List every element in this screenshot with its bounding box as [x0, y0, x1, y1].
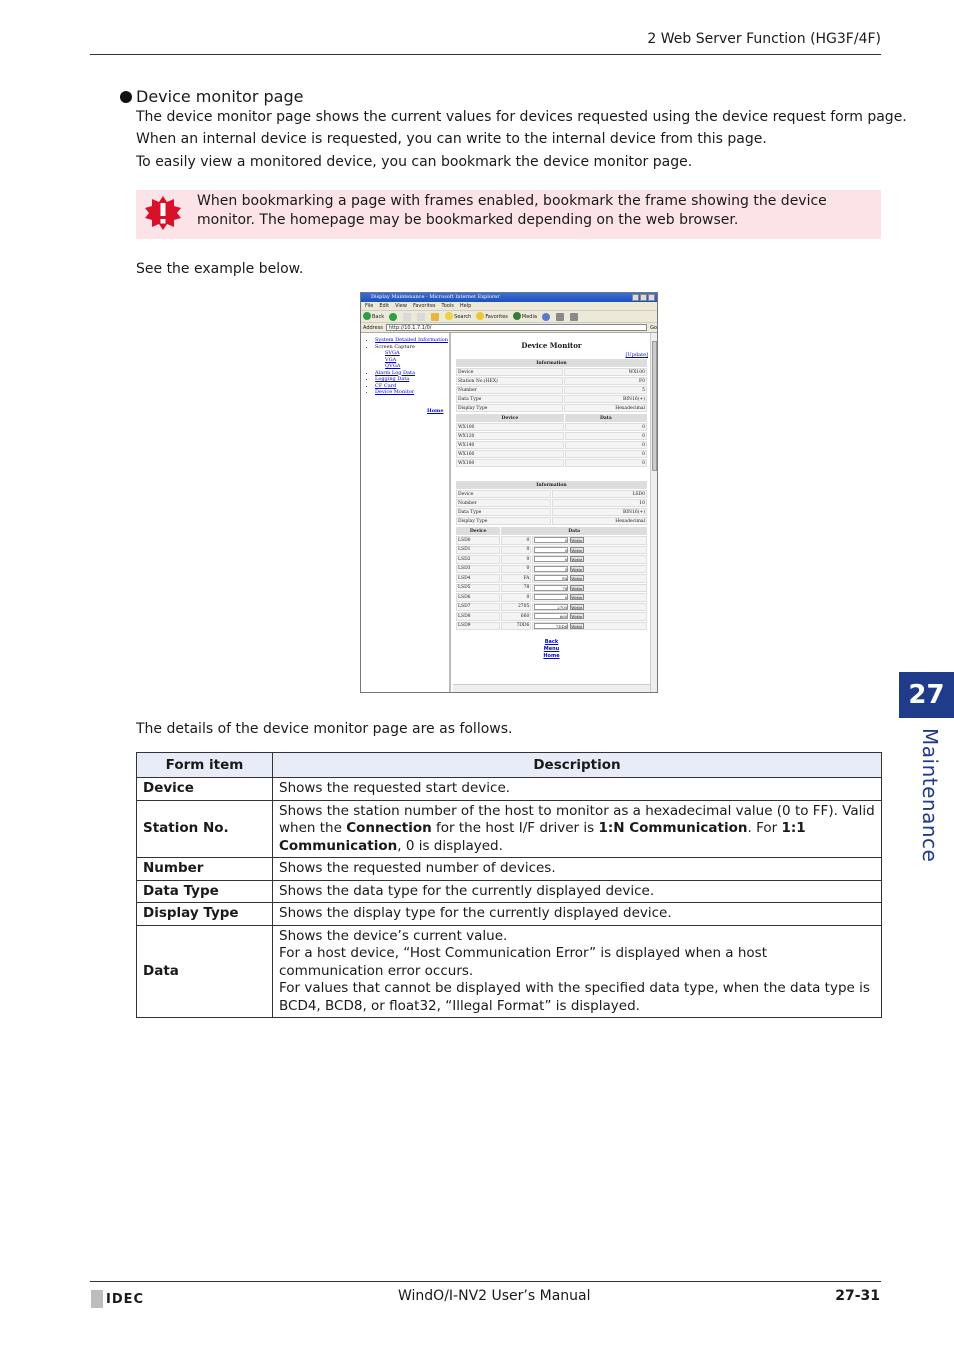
write-cell [532, 536, 647, 545]
table-row [456, 603, 647, 612]
print-icon[interactable] [570, 313, 578, 321]
info-value: F0 [564, 377, 647, 385]
data-cell: 0 [565, 441, 647, 449]
minimize-icon[interactable] [632, 294, 639, 301]
logo-mark [91, 1290, 103, 1308]
section-title [120, 87, 303, 106]
info-row [456, 499, 647, 507]
description-cell: Shows the requested start device. [273, 778, 882, 801]
info-header-row [456, 359, 647, 367]
table-row [456, 584, 647, 593]
browser-titlebar [361, 293, 657, 302]
write-button[interactable]: Write [571, 566, 583, 572]
info-table-1 [455, 358, 648, 413]
search-button[interactable] [445, 311, 471, 323]
description-table [136, 752, 882, 1018]
info-header-row [456, 481, 647, 489]
nav-item-device-monitor[interactable]: • Device Monitor [375, 389, 449, 396]
form-item-cell: Number [137, 858, 273, 881]
write-button[interactable]: Write [571, 595, 583, 600]
write-value-input[interactable]: 78 [534, 585, 568, 591]
description-line: Shows the device’s current value. [279, 927, 508, 944]
write-value-input[interactable]: 0 [534, 594, 568, 600]
info-key: Device [456, 490, 551, 498]
menu-item-edit[interactable]: Edit [379, 303, 390, 309]
form-item-cell: Station No. [137, 800, 273, 858]
info-value: 5 [564, 386, 647, 394]
menu-item-tools[interactable]: Tools [441, 303, 454, 309]
write-cell [532, 593, 647, 602]
nav-item-system-info[interactable]: • System Detailed Information [375, 337, 449, 344]
table-header-row [137, 753, 882, 778]
media-label: Media [521, 313, 537, 320]
info-row [456, 368, 647, 376]
write-cell [532, 603, 647, 612]
write-cell [532, 612, 647, 621]
back-button[interactable] [363, 311, 384, 323]
search-label: Search [454, 313, 472, 320]
mail-icon[interactable] [556, 313, 564, 321]
info-header: Information [456, 481, 647, 489]
device-cell: LSD8 [456, 612, 500, 621]
favorites-label: Favorites [485, 313, 508, 320]
device-cell: LSD1 [456, 546, 500, 555]
paragraph-3: To easily view a monitored device, you can bookmark the device monitor page. [136, 154, 693, 170]
paragraph-1: The device monitor page shows the current values for devices requested using the device request form page. [136, 109, 907, 125]
info-key: Number [456, 499, 551, 507]
table-row [137, 778, 882, 801]
table-row [137, 880, 882, 903]
info-key: Device [456, 368, 563, 376]
table-row [456, 546, 647, 555]
running-header: 2 Web Server Function (HG3F/4F) [647, 31, 881, 47]
refresh-icon[interactable] [417, 313, 425, 321]
bottom-links [455, 639, 648, 660]
table-row [456, 612, 647, 621]
info-row [456, 508, 647, 516]
table-row [456, 622, 647, 631]
write-button[interactable]: Write [571, 623, 583, 629]
nav-item-cf-card[interactable]: • CF Card [375, 383, 449, 390]
table-row [456, 565, 647, 574]
write-cell [532, 584, 647, 593]
nav-home-link[interactable]: Home [427, 408, 444, 414]
write-value-input[interactable]: FA [534, 575, 568, 581]
info-row [456, 517, 647, 525]
bold-term: Connection [346, 820, 432, 836]
info-row [456, 490, 647, 498]
info-key: Station No.(HEX) [456, 377, 563, 385]
horizontal-scrollbar[interactable] [453, 684, 650, 692]
header-form-item: Form item [137, 753, 273, 778]
info-value: Hexadecimal [564, 404, 647, 412]
form-item-cell: Data [137, 925, 273, 1018]
address-label: Address [363, 324, 383, 331]
write-value-input[interactable]: 0 [534, 537, 568, 543]
table-row [456, 555, 647, 564]
menu-item-help[interactable]: Help [459, 303, 472, 309]
table-row [456, 574, 647, 583]
data-table-1 [455, 413, 648, 468]
address-input[interactable]: http://10.1.7.1/0/ [386, 324, 647, 331]
data-cell: 660 [501, 612, 531, 621]
go-button[interactable]: Go [650, 324, 657, 331]
device-cell: LSD6 [456, 593, 500, 602]
media-icon [513, 312, 521, 320]
form-item-cell: Display Type [137, 903, 273, 926]
link-home[interactable]: Home [543, 653, 560, 659]
device-cell: WX180 [456, 459, 564, 467]
home-icon[interactable] [431, 313, 439, 321]
footer-rule [90, 1281, 881, 1282]
col-data: Data [565, 414, 647, 422]
description-cell: Shows the station number of the host to monitor as a hexadecimal value (0 to FF). Valid when the Connection for the host I/F driver is 1:N Communication. For 1:1 Communication, 0 is displayed. [273, 800, 882, 858]
data-cell: FA [501, 574, 531, 583]
menu-item-file[interactable]: File [365, 303, 374, 309]
browser-toolbar [361, 311, 657, 323]
data-cell: 78 [501, 584, 531, 593]
info-row [456, 404, 647, 412]
device-cell: LSD7 [456, 603, 500, 612]
nav-subitem-vga[interactable]: VGA [385, 356, 397, 363]
data-cell: 0 [501, 565, 531, 574]
write-button[interactable]: Write [571, 557, 583, 562]
paragraph-2: When an internal device is requested, you can write to the internal device from this page. [136, 131, 767, 147]
star-icon [476, 312, 484, 320]
write-value-input[interactable]: 660 [534, 613, 568, 619]
browser-screenshot [360, 292, 658, 693]
col-device: Device [456, 414, 564, 422]
info-value: BIN16(+) [552, 508, 647, 516]
menu-item-favorites[interactable]: Favorites [412, 303, 436, 309]
bold-term: 1:N Communication [598, 820, 748, 836]
device-cell: LSD0 [456, 536, 500, 545]
header-rule [90, 54, 881, 55]
data-cell: 0 [501, 536, 531, 545]
media-button[interactable] [513, 311, 537, 323]
device-cell: LSD4 [456, 574, 500, 583]
history-icon[interactable] [542, 313, 550, 321]
info-row [456, 386, 647, 394]
device-cell: LSD2 [456, 555, 500, 564]
description-cell: Shows the display type for the currently displayed device. [273, 903, 882, 926]
info-key: Display Type [456, 404, 563, 412]
device-cell: WX120 [456, 432, 564, 440]
warning-icon [144, 196, 182, 230]
info-row [456, 377, 647, 385]
info-key: Display Type [456, 517, 551, 525]
table-row [137, 800, 882, 858]
data-table-2 [455, 526, 648, 631]
manual-title: WindO/I-NV2 User’s Manual [398, 1288, 591, 1304]
info-value: WX100 [564, 368, 647, 376]
form-item-cell: Device [137, 778, 273, 801]
bold-term: 1:1 Communication [279, 820, 806, 854]
device-cell: WX100 [456, 423, 564, 431]
warning-box [136, 190, 881, 239]
write-value-input[interactable]: 0 [534, 547, 568, 553]
description-cell: Shows the data type for the currently displayed device. [273, 880, 882, 903]
description-cell: Shows the requested number of devices. [273, 858, 882, 881]
update-link[interactable]: [Update] [625, 352, 648, 358]
write-value-input[interactable]: 2705 [534, 604, 568, 610]
write-value-input[interactable]: 7DD6 [534, 623, 568, 629]
info-value: BIN16(+) [564, 395, 647, 403]
nav-item-alarm-log[interactable]: • Alarm Log Data [375, 370, 449, 377]
table-row [456, 459, 647, 467]
back-arrow-icon [363, 312, 371, 320]
logo-text: IDEC [106, 1291, 145, 1307]
info-key: Number [456, 386, 563, 394]
table-row [456, 593, 647, 602]
write-value-input[interactable]: 0 [534, 566, 568, 572]
link-menu[interactable]: Menu [543, 646, 560, 652]
write-value-input[interactable]: 0 [534, 556, 568, 562]
link-back[interactable]: Back [544, 639, 559, 645]
warning-text: When bookmarking a page with frames enabled, bookmark the frame showing the device monitor. The homepage may be bookmarked depending on the web browser. [197, 193, 827, 228]
data-cell: 2705 [501, 603, 531, 612]
browser-menubar [361, 302, 657, 311]
header-description: Description [273, 753, 882, 778]
data-cell: 0 [565, 450, 647, 458]
description-line: For values that cannot be displayed with the specified data type, when the data type is BCD4, BCD8, or float32, “Illegal Format” is displayed. [279, 980, 870, 1014]
info-value: LSD0 [552, 490, 647, 498]
table-row [137, 858, 882, 881]
page-number: 27-31 [835, 1288, 880, 1304]
info-header: Information [456, 359, 647, 367]
write-cell [532, 546, 647, 555]
write-cell [532, 555, 647, 564]
table-row [137, 903, 882, 926]
data-header-row [456, 527, 647, 535]
write-cell [532, 565, 647, 574]
scroll-thumb[interactable] [652, 341, 657, 471]
favorites-button[interactable] [476, 311, 508, 323]
write-button[interactable]: Write [571, 604, 583, 610]
example-intro: See the example below. [136, 261, 304, 277]
idec-logo [91, 1290, 144, 1308]
data-header-row [456, 414, 647, 422]
table-row [137, 925, 882, 1018]
nav-frame [361, 333, 451, 692]
write-cell [532, 622, 647, 631]
info-key: Data Type [456, 508, 551, 516]
nav-item-screen-capture: • Screen Capture [375, 344, 449, 351]
nav-subitem-svga[interactable]: SVGA [385, 350, 400, 356]
write-button[interactable]: Write [571, 614, 583, 619]
back-label: Back [372, 313, 385, 320]
info-value: 10 [552, 499, 647, 507]
chapter-tab: 27 [899, 672, 954, 718]
search-icon [445, 312, 453, 320]
section-title-text: Device monitor page [136, 87, 304, 106]
table-row [456, 423, 647, 431]
data-cell: 0 [501, 593, 531, 602]
data-cell: 0 [501, 555, 531, 564]
device-monitor-frame [453, 333, 650, 684]
menu-item-view[interactable]: View [395, 303, 407, 309]
description-cell [273, 925, 882, 1018]
table-row [456, 450, 647, 458]
write-button[interactable]: Write [571, 538, 583, 543]
data-cell: 0 [565, 423, 647, 431]
vertical-scrollbar[interactable] [650, 333, 657, 692]
close-icon[interactable] [648, 294, 655, 301]
form-item-cell: Data Type [137, 880, 273, 903]
data-cell: 0 [565, 432, 647, 440]
browser-title: Display Maintenance - Microsoft Internet Explorer [371, 294, 500, 300]
data-cell: 0 [565, 459, 647, 467]
info-table-2 [455, 480, 648, 526]
info-value: Hexadecimal [552, 517, 647, 525]
description-line: For a host device, “Host Communication Error” is displayed when a host communication error occurs. [279, 945, 768, 979]
data-cell: 7DD6 [501, 622, 531, 631]
device-cell: WX160 [456, 450, 564, 458]
col-data: Data [501, 527, 647, 535]
bullet-icon [120, 91, 132, 103]
table-row [456, 441, 647, 449]
nav-item-logging[interactable]: • Logging Data [375, 376, 449, 383]
device-cell: LSD9 [456, 622, 500, 631]
device-cell: WX140 [456, 441, 564, 449]
details-intro: The details of the device monitor page are as follows. [136, 721, 513, 737]
forward-arrow-icon[interactable] [389, 313, 397, 321]
stop-icon[interactable] [403, 313, 411, 321]
device-monitor-title: Device Monitor [521, 341, 582, 350]
device-cell: LSD5 [456, 584, 500, 593]
col-device: Device [456, 527, 500, 535]
data-cell: 0 [501, 546, 531, 555]
write-cell [532, 574, 647, 583]
info-row [456, 395, 647, 403]
info-key: Data Type [456, 395, 563, 403]
nav-subitem-qvga[interactable]: QVGA [385, 363, 401, 369]
write-button[interactable]: Write [571, 547, 583, 553]
write-button[interactable]: Write [571, 576, 583, 581]
address-bar [361, 323, 657, 333]
table-row [456, 536, 647, 545]
write-button[interactable]: Write [571, 585, 583, 591]
device-cell: LSD3 [456, 565, 500, 574]
maximize-icon[interactable] [640, 294, 647, 301]
table-row [456, 432, 647, 440]
chapter-label: Maintenance [918, 728, 942, 863]
